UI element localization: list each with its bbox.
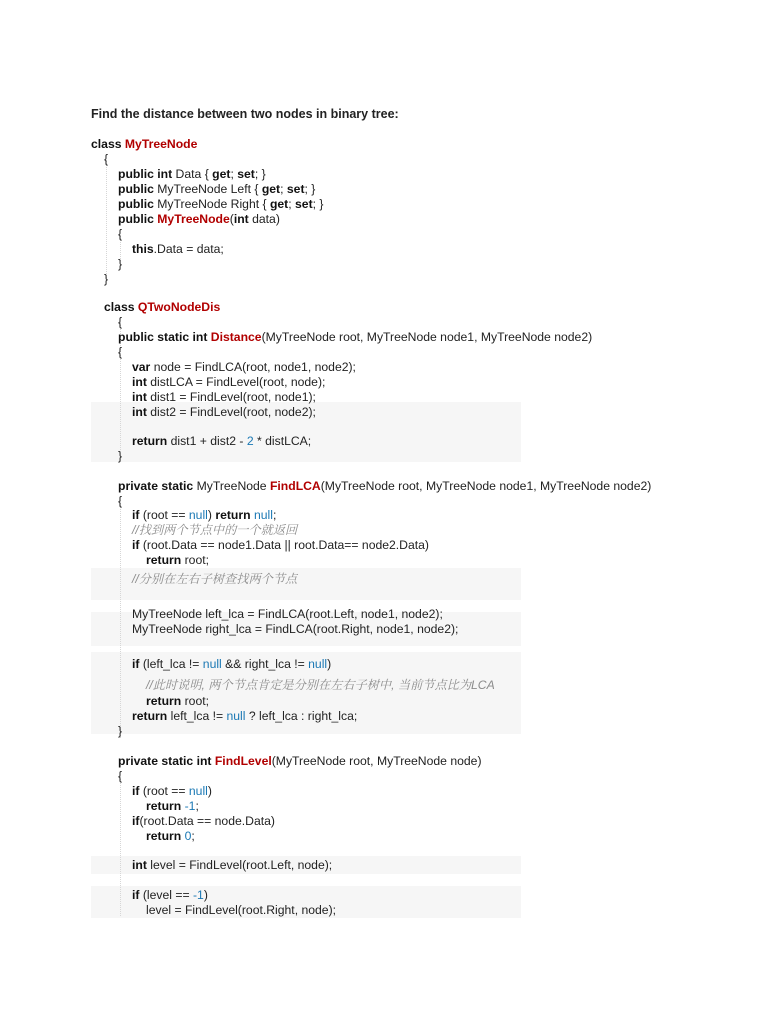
- code-token: }: [104, 272, 109, 286]
- code-literal: null: [188, 784, 208, 798]
- code-token: (root.Data == node.Data): [139, 814, 275, 828]
- code-line: [146, 553, 209, 568]
- code-token: level = FindLevel(root.Right, node);: [146, 903, 337, 917]
- code-keyword: private static int: [118, 754, 215, 768]
- code-line: [132, 657, 331, 672]
- code-keyword: set: [237, 167, 255, 181]
- code-token: ; }: [254, 167, 266, 181]
- code-line: [146, 694, 209, 709]
- code-keyword: public: [118, 197, 154, 211]
- code-literal: null: [188, 508, 208, 522]
- code-line: [132, 709, 357, 724]
- code-line: [132, 538, 429, 553]
- code-line: [118, 182, 315, 197]
- code-line: [132, 622, 458, 637]
- code-line: [104, 300, 220, 315]
- code-literal: null: [253, 508, 273, 522]
- code-token: level = FindLevel(root.Left, node);: [146, 858, 333, 872]
- code-keyword: return: [146, 694, 182, 708]
- code-token: {: [104, 152, 109, 166]
- code-line: [118, 345, 122, 360]
- code-line: [132, 888, 208, 903]
- code-line: [132, 572, 297, 587]
- code-token: dist1 = FindLevel(root, node1);: [146, 390, 316, 404]
- code-keyword: int: [233, 212, 249, 226]
- code-token: * distLCA;: [253, 434, 312, 448]
- code-line: [132, 390, 316, 405]
- code-line: [132, 508, 276, 523]
- code-line: [132, 784, 212, 799]
- code-literal: -1: [192, 888, 204, 902]
- code-keyword: if: [132, 888, 140, 902]
- code-keyword: set: [286, 182, 305, 196]
- code-keyword: public int: [118, 167, 173, 181]
- code-literal: null: [226, 709, 246, 723]
- code-keyword: return: [146, 553, 182, 567]
- code-comment: //分别在左右子树查找两个节点: [132, 572, 298, 586]
- code-keyword: public: [118, 212, 158, 226]
- code-keyword: class: [104, 300, 138, 314]
- code-keyword: int: [132, 375, 147, 389]
- code-token: (: [229, 212, 234, 226]
- code-keyword: if: [132, 508, 140, 522]
- code-keyword: set: [295, 197, 313, 211]
- code-line: [132, 360, 356, 375]
- code-keyword: class: [91, 137, 125, 151]
- code-line: [132, 814, 275, 829]
- code-token: ;: [230, 167, 238, 181]
- code-literal: null: [202, 657, 222, 671]
- code-line: [118, 167, 266, 182]
- code-token: (root ==: [139, 508, 189, 522]
- code-token: (MyTreeNode root, MyTreeNode node): [271, 754, 482, 768]
- indent-guide: [120, 500, 121, 738]
- code-keyword: private static: [118, 479, 194, 493]
- code-line: [118, 769, 122, 784]
- code-line: [118, 479, 651, 494]
- code-token: (level ==: [139, 888, 193, 902]
- code-token: dist1 + dist2 -: [167, 434, 247, 448]
- code-token: Data {: [172, 167, 213, 181]
- code-token: .Data = data;: [153, 242, 224, 256]
- code-keyword: if: [132, 538, 140, 552]
- code-token: (MyTreeNode root, MyTreeNode node1, MyTreeNode node2): [261, 330, 593, 344]
- code-keyword: int: [132, 858, 147, 872]
- code-token: (left_lca !=: [139, 657, 203, 671]
- code-token: ;: [191, 829, 195, 843]
- code-token: root;: [181, 553, 209, 567]
- code-token: ; }: [304, 182, 316, 196]
- code-token: }: [118, 449, 123, 463]
- code-keyword: return: [146, 829, 182, 843]
- code-token: ;: [288, 197, 296, 211]
- code-line: [132, 242, 224, 257]
- indent-guide: [120, 776, 121, 916]
- code-literal: -1: [184, 799, 196, 813]
- code-token: ;: [280, 182, 287, 196]
- code-line: [118, 257, 122, 272]
- code-line: [132, 607, 443, 622]
- code-keyword: if: [132, 814, 140, 828]
- code-line: [118, 449, 122, 464]
- code-keyword: public static int: [118, 330, 211, 344]
- code-line: [132, 523, 297, 538]
- code-identifier: MyTreeNode: [157, 212, 230, 226]
- code-token: dist2 = FindLevel(root, node2);: [146, 405, 316, 419]
- code-keyword: if: [132, 657, 140, 671]
- code-token: data): [248, 212, 280, 226]
- code-token: ? left_lca : right_lca;: [245, 709, 358, 723]
- code-identifier: QTwoNodeDis: [137, 300, 221, 314]
- code-token: MyTreeNode: [193, 479, 270, 493]
- code-line: [91, 137, 197, 152]
- code-literal: 0: [184, 829, 192, 843]
- code-comment: //此时说明, 两个节点肯定是分别在左右子树中, 当前节点比为LCA: [146, 678, 495, 692]
- code-line: [118, 197, 323, 212]
- code-line: [146, 903, 336, 918]
- code-line: [118, 315, 122, 330]
- code-literal: 2: [246, 434, 254, 448]
- code-token: (root ==: [139, 784, 189, 798]
- code-token: MyTreeNode right_lca = FindLCA(root.Right, node1, node2);: [132, 622, 459, 636]
- code-keyword: this: [132, 242, 154, 256]
- code-line: [132, 434, 311, 449]
- code-identifier: Distance: [210, 330, 262, 344]
- code-line: [118, 212, 280, 227]
- code-keyword: return: [132, 434, 168, 448]
- code-keyword: return: [146, 799, 182, 813]
- code-line: [118, 330, 592, 345]
- code-line: [132, 858, 332, 873]
- code-token: ): [207, 508, 216, 522]
- code-token: ): [203, 888, 208, 902]
- code-line: [132, 375, 325, 390]
- code-keyword: int: [132, 405, 147, 419]
- code-token: root;: [181, 694, 209, 708]
- code-token: {: [118, 315, 123, 329]
- code-token: ;: [195, 799, 199, 813]
- code-token: MyTreeNode left_lca = FindLCA(root.Left, node1, node2);: [132, 607, 443, 621]
- code-comment: //找到两个节点中的一个就返回: [132, 523, 298, 537]
- code-line: [104, 152, 108, 167]
- code-identifier: FindLCA: [269, 479, 321, 493]
- code-keyword: int: [132, 390, 147, 404]
- code-token: }: [118, 724, 123, 738]
- code-token: ; }: [312, 197, 324, 211]
- code-token: MyTreeNode Left {: [153, 182, 262, 196]
- code-keyword: return: [132, 709, 168, 723]
- code-line: [104, 272, 108, 287]
- code-keyword: get: [261, 182, 281, 196]
- code-token: {: [118, 345, 123, 359]
- code-keyword: var: [132, 360, 151, 374]
- code-line: [146, 829, 195, 844]
- code-token: }: [118, 257, 123, 271]
- code-token: left_lca !=: [167, 709, 227, 723]
- code-literal: null: [308, 657, 328, 671]
- code-line: [132, 405, 316, 420]
- code-token: ): [327, 657, 332, 671]
- code-keyword: public: [118, 182, 154, 196]
- code-keyword: if: [132, 784, 140, 798]
- code-token: (root.Data == node1.Data || root.Data== node2.Data): [139, 538, 429, 552]
- code-token: (MyTreeNode root, MyTreeNode node1, MyTreeNode node2): [320, 479, 652, 493]
- code-line: [146, 799, 199, 814]
- code-token: {: [118, 494, 123, 508]
- code-identifier: MyTreeNode: [124, 137, 198, 151]
- code-identifier: FindLevel: [214, 754, 272, 768]
- code-token: ;: [272, 508, 277, 522]
- code-token: MyTreeNode Right {: [153, 197, 270, 211]
- code-line: [118, 494, 122, 509]
- indent-guide: [106, 160, 107, 278]
- code-token: ): [207, 784, 212, 798]
- code-line: [118, 724, 122, 739]
- document-heading: Find the distance between two nodes in binary tree:: [91, 107, 399, 121]
- code-line: [118, 227, 122, 242]
- code-token: {: [118, 227, 123, 241]
- code-keyword: return: [215, 508, 251, 522]
- code-token: {: [118, 769, 123, 783]
- code-token: && right_lca !=: [221, 657, 309, 671]
- code-token: node = FindLCA(root, node1, node2);: [150, 360, 356, 374]
- code-keyword: get: [212, 167, 231, 181]
- code-line: [118, 754, 482, 769]
- code-token: distLCA = FindLevel(root, node);: [146, 375, 326, 389]
- code-line: [146, 678, 495, 693]
- code-keyword: get: [269, 197, 289, 211]
